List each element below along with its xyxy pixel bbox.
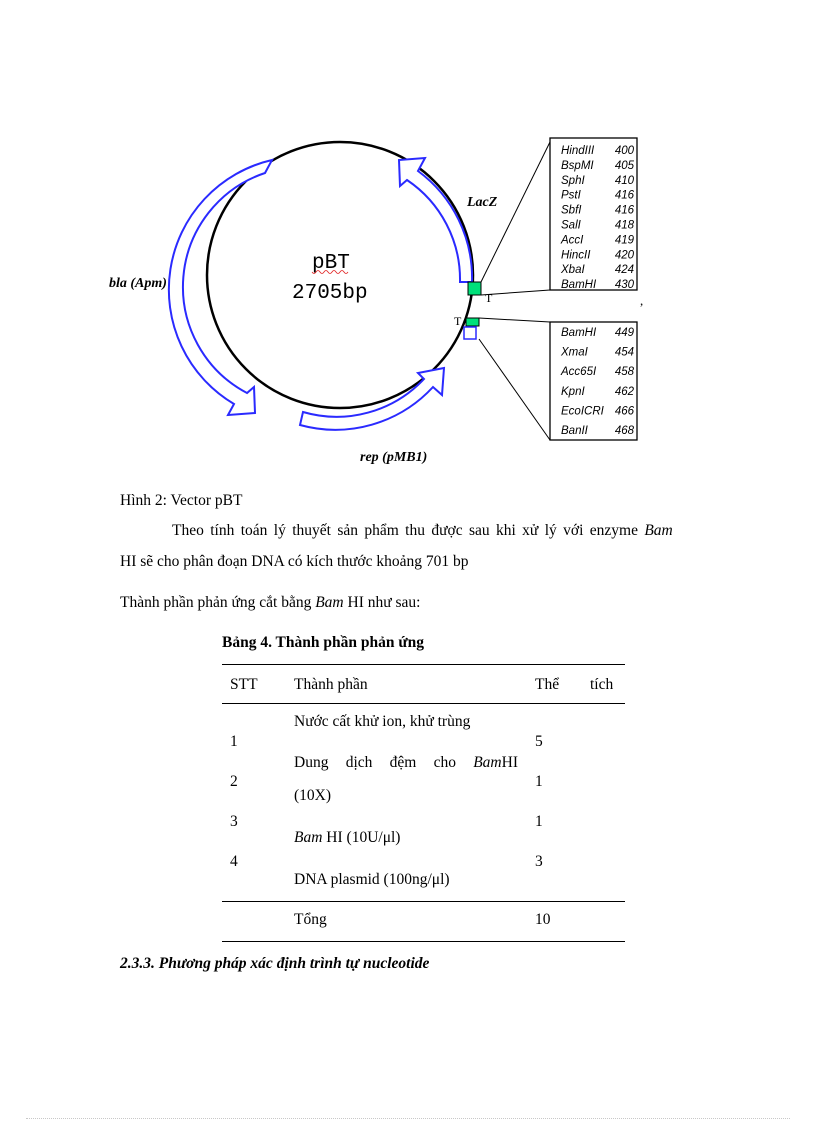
plasmid-map-figure — [100, 130, 660, 485]
paragraph-1-line-1 — [172, 522, 673, 540]
row3-volume: 1 — [535, 813, 543, 830]
row1-volume: 5 — [535, 733, 543, 750]
header-stt: STT — [230, 676, 258, 693]
box1-site-position-3: 410 — [614, 174, 634, 187]
mcs-box-2-lower — [464, 327, 476, 339]
connector-line — [479, 318, 550, 322]
para1-italic: Bam — [644, 522, 673, 539]
row2-component-enzyme: BamHI — [473, 754, 518, 771]
box1-site-enzyme-3: SphI — [561, 174, 585, 187]
lacz-label: LacZ — [467, 195, 498, 210]
bla-arrow — [169, 160, 272, 415]
row3-stt: 3 — [230, 813, 238, 830]
table-rule-total — [222, 901, 625, 902]
box2-site-position-1: 449 — [614, 327, 634, 339]
header-volume-b: tích — [590, 676, 614, 693]
row3-component — [294, 829, 400, 847]
box1-site-enzyme-1: HindIII — [561, 145, 595, 157]
row4-component: DNA plasmid (100ng/μl) — [294, 871, 450, 888]
box1-site-position-6: 418 — [614, 219, 634, 232]
paragraph-2 — [120, 594, 420, 612]
box1-site-enzyme-7: AccI — [561, 234, 584, 247]
row2-component-word4: cho — [433, 754, 456, 771]
section-heading: 2.3.3. Phương pháp xác định trình tự nucleotide — [120, 955, 430, 972]
box2-site-position-3: 458 — [614, 366, 634, 379]
para1-text: Theo tính toán lý thuyết sản phẩm thu được sau khi xử lý với enzyme — [172, 522, 645, 539]
box2-site-position-2: 454 — [614, 346, 634, 359]
mcs-box-1 — [468, 282, 481, 295]
para2-text-pre: Thành phần phản ứng cắt bằng — [120, 594, 316, 611]
box1-site-enzyme-5: SbfI — [561, 204, 582, 217]
box1-site-position-8: 420 — [614, 249, 634, 262]
para2-italic: Bam — [315, 594, 344, 611]
total-volume: 10 — [535, 911, 551, 928]
header-component: Thành phần — [294, 676, 368, 693]
row4-volume: 3 — [535, 853, 543, 870]
box1-site-enzyme-9: XbaI — [561, 264, 585, 277]
total-label: Tổng — [294, 911, 327, 928]
table-title: Bảng 4. Thành phần phản ứng — [222, 634, 425, 651]
row2-component-line2: (10X) — [294, 787, 332, 804]
row2-component-word1: Dung — [294, 754, 329, 771]
row2-volume: 1 — [535, 773, 543, 790]
mcs-box-2 — [466, 318, 479, 326]
box2-site-position-4: 462 — [614, 385, 634, 398]
row2-component-word3: đệm — [389, 754, 417, 771]
table-rule-bottom — [222, 941, 625, 942]
connector-line — [481, 142, 550, 282]
row2-component — [294, 754, 518, 772]
box2-site-enzyme-5: EcoICRI — [561, 405, 604, 418]
row4-stt: 4 — [230, 853, 238, 870]
box1-site-position-1: 400 — [614, 145, 634, 157]
box2-site-enzyme-4: KpnI — [561, 385, 585, 398]
para2-text-post: HI như sau: — [343, 594, 421, 611]
row3-component-post: HI (10U/μl) — [322, 829, 401, 846]
box2-site-enzyme-1: BamHI — [561, 327, 597, 339]
box2-site-enzyme-3: Acc65I — [561, 366, 597, 379]
box1-site-enzyme-6: SalI — [561, 219, 581, 232]
box1-site-enzyme-10: BamHI — [561, 279, 597, 292]
row1-component: Nước cất khử ion, khử trùng — [294, 713, 471, 730]
box2-site-enzyme-2: XmaI — [561, 346, 588, 359]
row2-stt: 2 — [230, 773, 238, 790]
box1-trailing-comma: , — [640, 293, 644, 308]
table-rule-header — [222, 703, 625, 704]
figure-caption: Hình 2: Vector pBT — [120, 492, 243, 509]
box1-site-position-10: 430 — [614, 279, 634, 292]
connector-line — [479, 339, 550, 440]
plasmid-size: 2705bp — [292, 282, 368, 305]
row1-stt: 1 — [230, 733, 238, 750]
box1-site-position-9: 424 — [614, 264, 634, 277]
box2-site-position-5: 466 — [614, 405, 634, 418]
table-rule-top — [222, 664, 625, 665]
site-box-2 — [550, 322, 637, 440]
box1-site-position-4: 416 — [614, 189, 634, 202]
paragraph-1-line-2: HI sẽ cho phân đoạn DNA có kích thước khoảng 701 bp — [120, 553, 469, 570]
box1-site-position-7: 419 — [614, 234, 634, 247]
box1-site-enzyme-4: PstI — [561, 189, 581, 202]
box1-site-enzyme-2: BspMI — [561, 159, 594, 172]
plasmid-name: pBT — [312, 252, 350, 275]
terminator-label-1: T — [485, 291, 493, 305]
page-bottom-border — [26, 1118, 790, 1119]
rep-label: rep (pMB1) — [360, 450, 428, 465]
row2-component-word2: dịch — [345, 754, 373, 771]
box1-site-position-2: 405 — [614, 159, 634, 172]
row3-component-italic: Bam — [294, 829, 323, 846]
box1-site-enzyme-8: HincII — [561, 249, 591, 262]
rep-arrow — [300, 368, 444, 430]
header-volume-a: Thể — [535, 676, 560, 693]
box2-site-position-6: 468 — [614, 425, 634, 437]
bla-label: bla (Apm) — [109, 276, 167, 291]
terminator-label-2: T — [454, 314, 462, 328]
box1-site-position-5: 416 — [614, 204, 634, 217]
plasmid-backbone — [207, 142, 473, 408]
box2-site-enzyme-6: BanII — [561, 425, 588, 437]
